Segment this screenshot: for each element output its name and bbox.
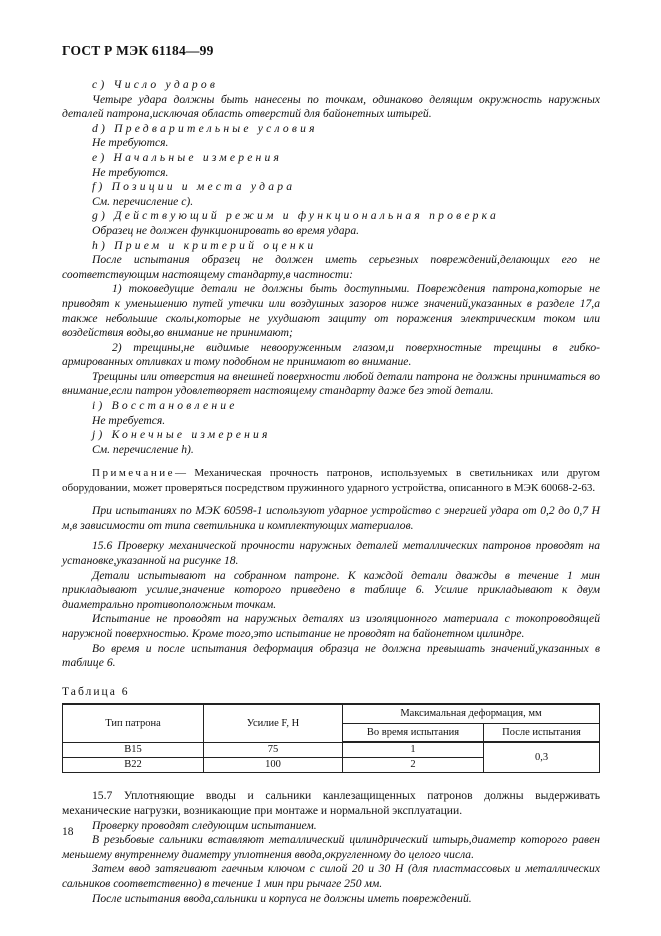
s15-6-p2: Детали испытывают на собранном патроне. К каждой детали дважды в течение 1 мин прикладывают усилие,значение которого приведено в таблице 6. Усилие прикладывают к двум диаметрально противоположным точкам.: [62, 568, 600, 611]
note-text: — Механическая прочность патронов, используемых в светильниках или другом оборудовании, может проверяться посредством пружинного ударного устройства, описанного в МЭК 60068-2-63.: [62, 467, 600, 494]
col-force: Усилие F, Н: [204, 704, 343, 742]
col-type: Тип патрона: [63, 704, 204, 742]
item-h-title: h) Прием и критерий оценки: [92, 238, 317, 252]
deformation-table: [62, 703, 600, 773]
cell-type: B15: [63, 742, 204, 758]
item-e-text: Не требуются.: [92, 165, 169, 179]
item-g-text: Образец не должен функционировать во время удара.: [92, 223, 360, 237]
item-c-text: Четыре удара должны быть нанесены по точкам, одинаково делящим окружность наружных деталей патрона,исключая область отверстий для байонетных штырей.: [62, 92, 600, 121]
item-f-title: f) Позиции и места удара: [92, 180, 296, 194]
s15-7-p4: Затем ввод затягивают гаечным ключом с силой 20 и 30 Н (для пластмассовых и металлических сальников соответственно) в течение 1 мин при рычаге 250 мм.: [62, 862, 600, 890]
col-deform: Максимальная деформация, мм: [343, 704, 600, 723]
page-number: 18: [62, 826, 74, 838]
cell-during: 1: [343, 742, 484, 758]
item-i-text: Не требуется.: [92, 413, 166, 427]
s15-6-p1: 15.6 Проверку механической прочности наружных деталей металлических патронов проводят на установке,указанной на рисунке 18.: [62, 539, 600, 568]
item-g-title: g) Действующий режим и функциональная проверка: [92, 209, 499, 223]
item-e-title: e) Начальные измерения: [92, 150, 283, 164]
cell-force: 75: [204, 742, 343, 758]
cell-after: 0,3: [484, 742, 600, 773]
item-i-title: i) Восстановление: [92, 399, 238, 413]
cell-during: 2: [343, 758, 484, 773]
s15-6-p3: Испытание не проводят на наружных деталях из изоляционного материала с токопроводящей наружной поверхностью. Кроме того,это испытание не проводят на байонетном цилиндре.: [62, 612, 600, 640]
cell-force: 100: [204, 758, 343, 773]
item-d-text: Не требуются.: [92, 136, 169, 150]
document-body: [62, 78, 600, 906]
cell-type: B22: [63, 758, 204, 773]
item-c-title: c) Число ударов: [92, 78, 219, 91]
item-j-text: См. перечисление h).: [92, 442, 194, 456]
item-h-text: После испытания образец не должен иметь серьезных повреждений,делающих его не соответствующим настоящему стандарту,в частности:: [62, 253, 600, 281]
note: [62, 466, 600, 495]
col-after: После испытания: [484, 723, 600, 742]
col-during: Во время испытания: [343, 723, 484, 742]
item-h-note: Трещины или отверстия на внешней поверхности любой детали патрона не должны приниматься во внимание,если патрон удовлетворяет настоящему стандарту даже без этой детали.: [62, 369, 600, 398]
table-row: [63, 742, 600, 758]
s15-7-p3: В резьбовые сальники вставляют металлический цилиндрический штырь,диаметр которого равен меньшему внутреннему диаметру уплотнения ввода,округленному до целого числа.: [62, 833, 600, 861]
item-j-title: j) Конечные измерения: [92, 428, 271, 442]
item-d-title: d) Предварительные условия: [92, 121, 318, 135]
s15-6-p4: Во время и после испытания деформация образца не должна превышать значений,указанных в таблице 6.: [62, 641, 600, 670]
s15-7-p2: Проверку проводят следующим испытанием.: [92, 818, 317, 832]
s15-7-p1: 15.7 Уплотняющие вводы и сальники канлезащищенных патронов должны выдерживать механические нагрузки, возникающие при монтаже и нормальной эксплуатации.: [62, 789, 600, 817]
item-h-point-2: 2) трещины,не видимые невооруженным глазом,и поверхностные трещины в гибко-армированных отливках и тому подобном не принимают во внимание.: [62, 340, 600, 369]
item-h-point-1: 1) токоведущие детали не должны быть доступными. Повреждения патрона,которые не приводят к уменьшению путей утечки или воздушных зазоров ниже значений,указанных в разделе 17,а также небольшие сколы,которые не ухудшают защиту от поражения электрическим током или воздействия воды,во внимание не принимают;: [62, 282, 600, 340]
item-f-text: См. перечисление с).: [92, 194, 194, 208]
s15-7-p5: После испытания ввода,сальники и корпуса не должны иметь повреждений.: [92, 891, 472, 905]
note-label: Примечание: [92, 467, 175, 480]
para-60598: При испытаниях по МЭК 60598-1 используют ударное устройство с энергией удара от 0,2 до 0,7 Н м,в зависимости от типа светильника и комплектующих материалов.: [62, 504, 600, 532]
document-header: ГОСТ Р МЭК 61184—99: [62, 43, 214, 58]
table-caption: Таблица 6: [62, 684, 130, 698]
